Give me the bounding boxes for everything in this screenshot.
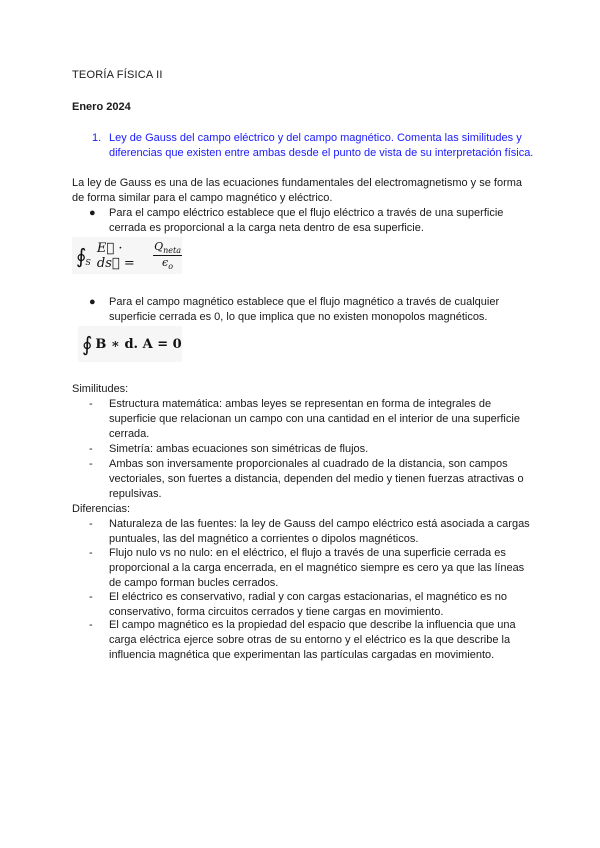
question-item xyxy=(92,131,536,161)
list-item-text: Flujo nulo vs no nulo: en el eléctrico, el flujo a través de una superficie cerrada es proporcional a la carga encerrada, en el magnético siempre es cero ya que las líneas de campo forman bucles cerrados. xyxy=(109,547,525,589)
dash-bullet-icon: - xyxy=(89,458,93,470)
similitud-item xyxy=(89,442,536,457)
equation-body: B ∗ d. A = 0 xyxy=(95,336,182,352)
dash-bullet-icon: - xyxy=(89,443,93,455)
list-item-text: Naturaleza de las fuentes: la ley de Gauss del campo eléctrico está asociada a cargas puntuales, las del magnético a corrientes o dipolos magnéticos. xyxy=(109,518,530,545)
similitud-item xyxy=(89,457,536,502)
diferencia-item xyxy=(89,590,536,620)
similitudes-heading: Similitudes: xyxy=(72,383,129,395)
bullet-dot-icon: ● xyxy=(89,207,96,219)
dash-bullet-icon: - xyxy=(89,518,93,530)
bullet-electric xyxy=(89,206,536,236)
dash-bullet-icon: - xyxy=(89,619,93,631)
list-item-text: Simetría: ambas ecuaciones son simétricas de flujos. xyxy=(109,443,369,455)
fraction-denominator xyxy=(162,256,173,271)
dash-bullet-icon: - xyxy=(89,398,93,410)
equation-body: E⃗ · ds⃗ = xyxy=(96,240,135,271)
diferencia-item xyxy=(89,618,536,663)
bullet-text: Para el campo eléctrico establece que el flujo eléctrico a través de una superficie cerrada es proporcional a la carga neta dentro de esa superficie. xyxy=(109,207,504,234)
diferencia-item xyxy=(89,546,536,591)
bullet-dot-icon: ● xyxy=(89,296,96,308)
numerator-subscript: neta xyxy=(163,246,181,255)
dash-bullet-icon: - xyxy=(89,591,93,603)
question-text: Ley de Gauss del campo eléctrico y del campo magnético. Comenta las similitudes y diferencias que existen entre ambas desde el punto de vista de su interpretación física. xyxy=(109,132,534,159)
bullet-magnetic xyxy=(89,295,536,325)
bullet-text: Para el campo magnético establece que el flujo magnético a través de cualquier superficie cerrada es 0, lo que implica que no existen monopolos magnéticos. xyxy=(109,296,500,323)
question-number: 1. xyxy=(92,132,102,144)
contour-integral-symbol: ∮ xyxy=(82,332,93,356)
surface-subscript: S xyxy=(85,258,91,267)
equation-gauss-electric xyxy=(72,237,182,274)
list-item-text: El eléctrico es conservativo, radial y con cargas estacionarias, el magnético es no conservativo, forma circuitos cerrados y tiene cargas en movimiento. xyxy=(109,591,508,618)
document-date: Enero 2024 xyxy=(72,101,131,113)
list-item-text: El campo magnético es la propiedad del espacio que describe la influencia que una carga eléctrica ejerce sobre otras de su entorno y el eléctrico es la que describe la influencia magnética que experimentan las partículas cargadas en movimiento. xyxy=(109,619,516,661)
diferencias-heading: Diferencias: xyxy=(72,503,131,515)
list-item-text: Estructura matemática: ambas leyes se representan en forma de integrales de superficie que relacionan un campo con una cantidad en el interior de una superficie cerrada. xyxy=(109,398,520,440)
numerator-symbol: Q xyxy=(154,239,164,253)
list-item-text: Ambas son inversamente proporcionales al cuadrado de la distancia, son campos vectoriales, son fuertes a distancia, dependen del medio y tienen fuerzas atractivas o repulsivas. xyxy=(109,458,524,500)
equation-fraction xyxy=(153,240,182,271)
denominator-symbol: ϵ xyxy=(162,256,169,269)
diferencia-item xyxy=(89,517,536,547)
similitud-item xyxy=(89,397,536,442)
denominator-subscript: o xyxy=(168,262,174,272)
contour-integral-symbol: ∮ xyxy=(76,243,87,268)
document-title: TEORÍA FÍSICA II xyxy=(72,69,163,81)
intro-paragraph: La ley de Gauss es una de las ecuaciones fundamentales del electromagnetismo y se forma de forma similar para el campo magnético y eléctrico. xyxy=(72,177,523,204)
equation-gauss-magnetic xyxy=(78,326,182,362)
fraction-numerator xyxy=(153,240,182,256)
dash-bullet-icon: - xyxy=(89,547,93,559)
